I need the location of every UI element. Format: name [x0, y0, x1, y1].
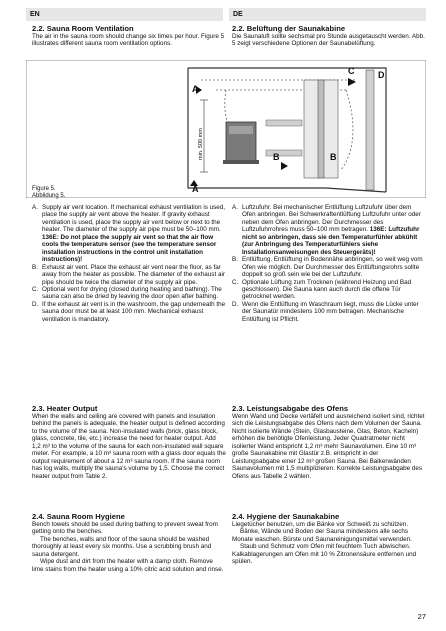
de-ventilation-text: Die Saunaluft sollte sechsmal pro Stunde ausgetauscht werden. Abb. 5 zeigt verschiedene Optionen der Saunabelüftung.: [232, 33, 425, 48]
de-vent-item-c: C. Optionale Lüftung zum Trocknen (während Heizung und Bad geschlossen). Die Sauna kann auch durch die offene Tür getrocknet werden.: [232, 278, 412, 301]
en-output-title: 2.3. Heater Output: [32, 404, 98, 413]
en-hygiene-title: 2.4. Sauna Room Hygiene: [32, 512, 125, 521]
en-vent-item-a: A. Supply air vent location. If mechanical exhaust ventilation is used, place the supply air vent above the heater. If gravity exhaust ventilation is used, place the supply air vent below or next to the heater. The diameter of the supply air pipe must be 50–100 mm. 136E: Do not place the supply air vent so that the air flow cools the temperature sensor (see the temperature sensor installation instructions in the control unit installation instructions)!: [32, 204, 226, 264]
de-output-section: [232, 404, 426, 480]
de-hygiene-title: 2.4. Hygiene der Saunakabine: [232, 512, 340, 521]
de-output-text: Wenn Wand und Decke vertäfelt und ausreichend isoliert sind, richtet sich die Leistungsabgabe des Ofens nach dem Volumen der Sauna. Nicht isolierte Wände (Stein, Glasbausteine, Glas, Beton, Kacheln) erhöhen die benötigte Ofenleistung. Jeder Quadratmeter nicht isolierter Wand entspricht 1,2 m³ mehr Saunavolumen. Eine 10 m³ große Saunakabine mit Glastür z.B. entspricht in der Leistungsabgabe einer 12 m³ großen Sauna. Bei Balkenwänden Saunavolumen mit 1,5 multiplizieren. Korrekte Leistungsabgabe des Ofens aus Tabelle 2 wählen.: [232, 413, 425, 480]
figure-caption: [32, 186, 65, 200]
figure-caption-en: Figure 5.: [32, 186, 56, 192]
figure-caption-de: Abbildung 5.: [32, 193, 66, 199]
en-ventilation-text: The air in the sauna room should change six times per hour. Figure 5 illustrates different sauna room ventilation options.: [32, 33, 225, 48]
de-hygiene-p1: Liegetücher benutzen, um die Bänke vor Schweiß zu schützen.: [232, 521, 409, 528]
en-vent-list-section: [32, 204, 226, 323]
en-vent-item-b: B. Exhaust air vent. Place the exhaust air vent near the floor, as far away from the heater as possible. The diameter of the exhaust air pipe should be twice the diameter of the supply air pipe.: [32, 263, 225, 286]
de-vent-list-section: [232, 204, 426, 323]
vent-label-b-right: B: [330, 152, 337, 162]
de-vent-item-d: D. Wenn die Entlüftung im Waschraum liegt, muss die Lücke unter der Saunatür mindestens 100 mm betragen. Mechanische Entlüftung ist Pflicht.: [232, 300, 419, 323]
en-hygiene-section: [32, 512, 226, 573]
de-ventilation-section: [232, 24, 426, 48]
de-vent-item-b: B. Entlüftung. Entlüftung in Bodennähe anbringen, so weit weg vom Ofen wie möglich. Der Durchmesser des Entlüftungsrohrs sollte doppelt so groß sein wie bei der Luftzufuhr.: [232, 256, 423, 279]
en-output-section: [32, 404, 226, 480]
en-vent-item-c: C. Optional vent for drying (closed during heating and bathing). The sauna can also be dried by leaving the door open after bathing.: [32, 285, 222, 301]
vent-label-a: A: [192, 84, 199, 94]
de-vent-list: [232, 204, 426, 323]
de-output-title: 2.3. Leistungsabgabe des Ofens: [232, 404, 349, 413]
en-hygiene-p2: The benches, walls and floor of the sauna should be washed thoroughly at least every six months. Use a scrubbing brush and sauna detergent.: [32, 535, 212, 558]
language-tab-en: EN: [26, 8, 223, 21]
vent-label-c: C: [348, 66, 355, 76]
de-hygiene-p2: Bänke, Wände und Boden der Sauna mindestens alle sechs Monate waschen. Bürste und Saunareinigungsmittel verwenden.: [232, 528, 412, 543]
en-vent-list: [32, 204, 226, 323]
en-ventilation-section: [32, 24, 226, 48]
de-hygiene-section: [232, 512, 426, 566]
en-vent-item-d: D. If the exhaust air vent is in the washroom, the gap underneath the sauna door must be at least 100 mm. Mechanical exhaust ventilation is mandatory.: [32, 300, 226, 323]
sauna-ventilation-diagram: [26, 60, 426, 198]
de-ventilation-title: 2.2. Belüftung der Saunakabine: [232, 24, 346, 33]
vent-label-d: D: [378, 70, 385, 80]
dimension-label: min. 500 mm: [198, 128, 204, 160]
en-hygiene-p1: Bench towels should be used during bathing to prevent sweat from getting onto the benches.: [32, 521, 218, 536]
de-vent-item-a: A. Luftzufuhr. Bei mechanischer Entlüftung Luftzufuhr über dem Ofen anbringen. Bei Schwerkraftentlüftung Luftzufuhr unter oder neben dem Ofen anbringen. Der Durchmesser des Luftzufuhrrohres muss 50–100 mm betragen. 136E: Luftzufuhr nicht so anbringen, dass sie den Temperaturfühler abkühlt (zur Anbringung des Temperaturfühlers siehe Installationsanweisungen des Steuergeräts)!: [232, 204, 421, 256]
en-output-text: When the walls and ceiling are covered with panels and insulation behind the panels is adequate, the heater output is defined according to the volume of the sauna. Non-insulated walls (brick, glass block, glass, concrete, tile, etc.) increase the need for heater output. Add 1,2 m³ to the volume of the sauna for each non-insulated wall square meter. For example, a 10 m³ sauna room with a glass door equals the output requirement of about a 12 m³ sauna room. If the sauna room has log walls, multiply the sauna's volume by 1,5. Choose the correct heater output from Table 2.: [32, 413, 226, 480]
language-tab-de: DE: [229, 8, 426, 21]
page-number: 27: [417, 612, 426, 621]
vent-label-a-low: A: [192, 184, 199, 194]
vent-label-b: B: [273, 152, 280, 162]
heater-icon: [223, 122, 259, 164]
en-ventilation-title: 2.2. Sauna Room Ventilation: [32, 24, 134, 33]
en-hygiene-p3: Wipe dust and dirt from the heater with a damp cloth. Remove lime stains from the heater using a 10% citric acid solution and rinse.: [32, 558, 224, 573]
de-hygiene-p3: Staub und Schmutz vom Ofen mit feuchtem Tuch abwischen. Kalkablagerungen am Ofen mit 10 % Zitronensäure entfernen und spülen.: [232, 543, 417, 566]
